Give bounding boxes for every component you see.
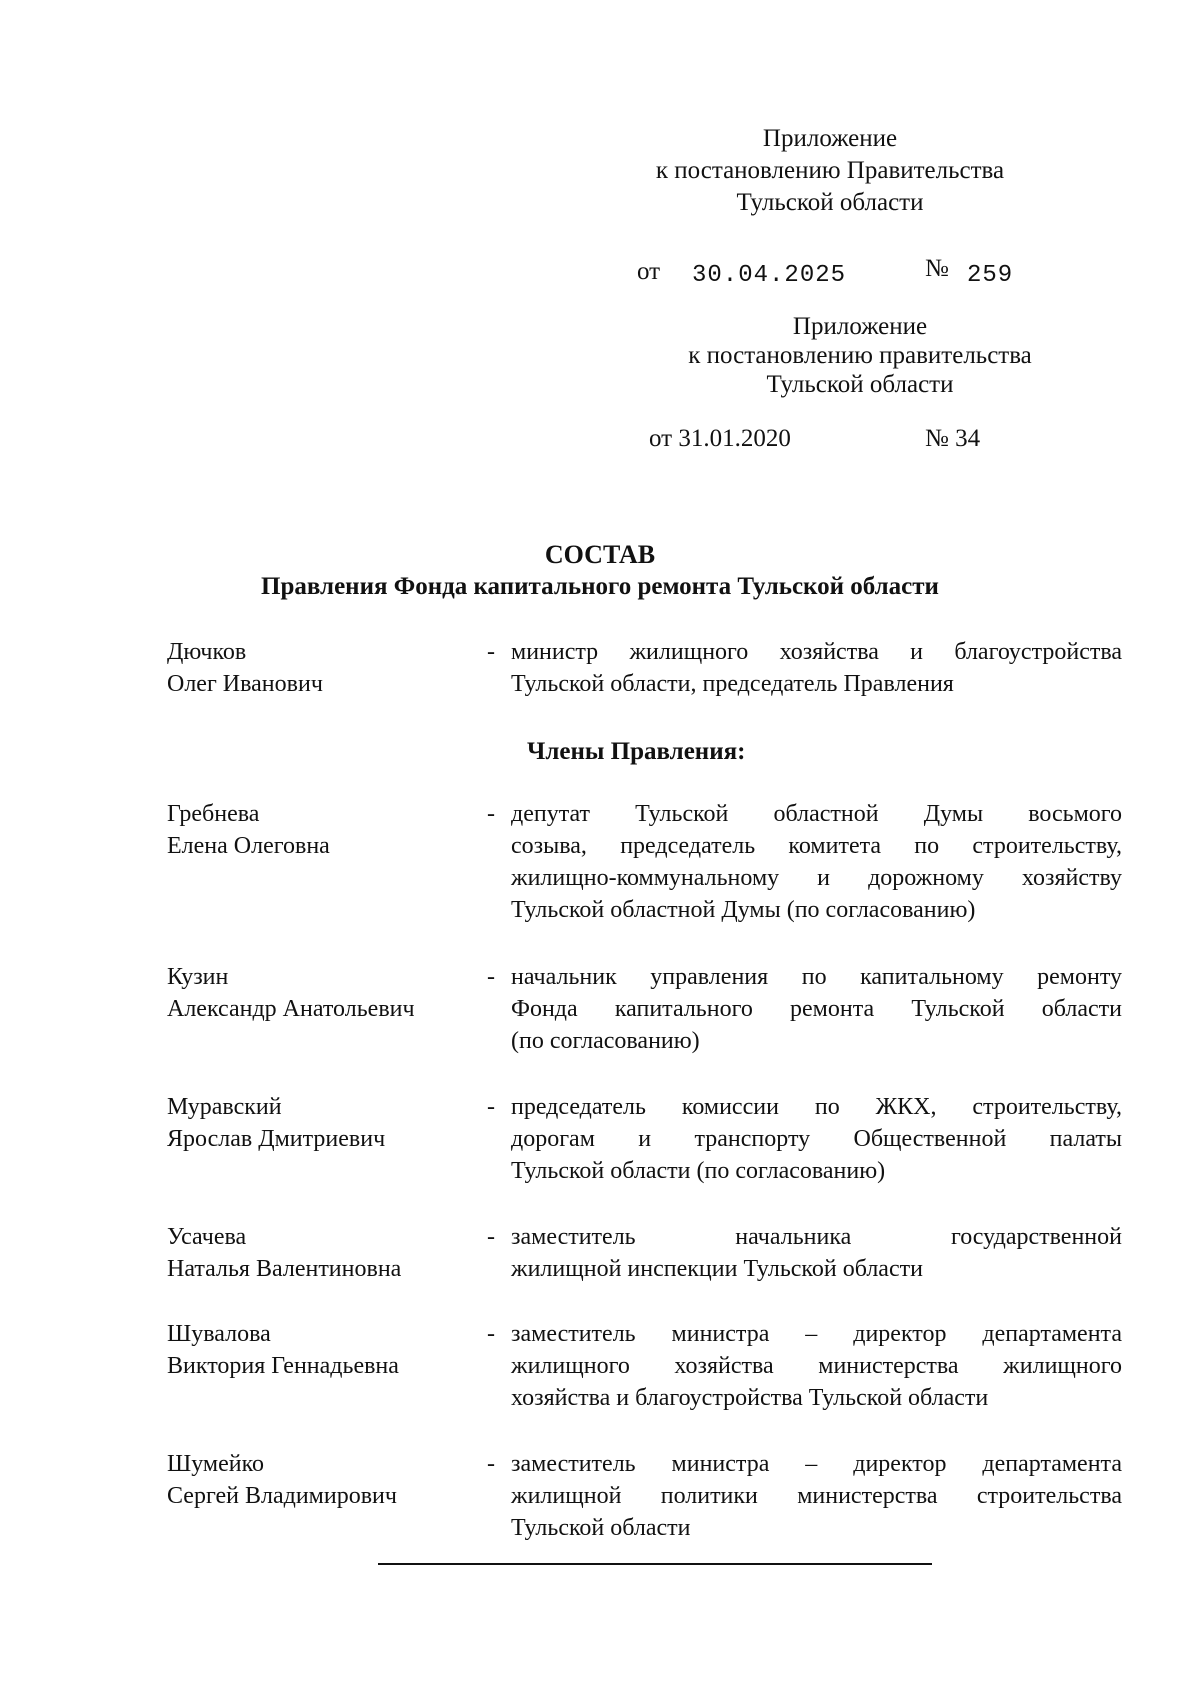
member-surname: Гребнева (167, 801, 260, 827)
member-position-line: Тульской области (511, 1515, 691, 1541)
appendix-reference: к постановлению Правительства (655, 157, 1005, 184)
number-old: 34 (955, 425, 981, 452)
member-position-line: созыва, председатель комитета по строительству, (511, 833, 1122, 859)
member-position (511, 798, 1122, 926)
document-subtitle: Правления Фонда капитального ремонта Тульской области (261, 573, 939, 600)
member-position (511, 961, 1122, 1057)
number-label-new: № (925, 255, 949, 282)
appendix-title: Приложение (762, 125, 898, 152)
member-position-line: председатель комиссии по ЖКХ, строительству, (511, 1094, 1122, 1120)
decree-number-old (925, 423, 980, 455)
member-name (167, 1448, 467, 1512)
appendix-title-old: Приложение (792, 313, 928, 340)
member-position-line: Тульской области (по согласованию) (511, 1158, 886, 1184)
member-position-line: жилищно-коммунальному и дорожному хозяйству (511, 865, 1122, 891)
document-title: СОСТАВ (544, 540, 656, 569)
date-old: 31.01.2020 (678, 425, 791, 452)
chairman-dash: - (487, 639, 495, 665)
member-position-line: жилищного хозяйства министерства жилищного (511, 1353, 1122, 1379)
member-name (167, 961, 467, 1025)
member-position (511, 1221, 1122, 1285)
decree-date-new: 30.04.2025 (692, 262, 847, 289)
closing-divider (378, 1563, 932, 1565)
member-position-line: Тульской областной Думы (по согласованию) (511, 897, 976, 923)
chairman-position-line: Тульской области, председатель Правления (511, 671, 954, 697)
member-dash: - (487, 1094, 495, 1120)
chairman-position-line: министр жилищного хозяйства и благоустройства (511, 639, 1122, 665)
member-position-line: (по согласованию) (511, 1028, 700, 1054)
member-name (167, 1091, 467, 1155)
member-position-line: дорогам и транспорту Общественной палаты (511, 1126, 1122, 1152)
member-position-line: депутат Тульской областной Думы восьмого (511, 801, 1122, 827)
member-given-name: Сергей Владимирович (167, 1483, 397, 1509)
member-position-line: заместитель министра – директор департамента (511, 1451, 1122, 1477)
member-dash: - (487, 801, 495, 827)
decree-number-new: 259 (967, 262, 1014, 289)
member-given-name: Виктория Геннадьевна (167, 1353, 399, 1379)
member-position-line: начальник управления по капитальному ремонту (511, 964, 1122, 990)
chairman-given-name: Олег Иванович (167, 671, 323, 697)
member-surname: Шумейко (167, 1451, 265, 1477)
member-given-name: Елена Олеговна (167, 833, 330, 859)
number-label-old: № (925, 425, 949, 452)
appendix-header-old (640, 312, 1080, 399)
member-dash: - (487, 964, 495, 990)
member-given-name: Наталья Валентиновна (167, 1256, 402, 1282)
member-dash: - (487, 1321, 495, 1347)
member-given-name: Александр Анатольевич (167, 996, 415, 1022)
chairman-surname: Дючков (167, 639, 247, 665)
member-dash: - (487, 1224, 495, 1250)
member-name (167, 1221, 467, 1285)
member-position (511, 1448, 1122, 1544)
member-surname: Муравский (167, 1094, 282, 1120)
chairman-position (511, 636, 1122, 700)
member-position-line: заместитель начальника государственной (511, 1224, 1122, 1250)
chairman-name (167, 636, 467, 700)
appendix-region: Тульской области (736, 189, 924, 216)
members-heading: Члены Правления: (527, 738, 746, 765)
appendix-header-new (600, 123, 1060, 219)
member-position (511, 1091, 1122, 1187)
member-surname: Усачева (167, 1224, 247, 1250)
member-position-line: жилищной инспекции Тульской области (511, 1256, 923, 1282)
from-label-old: от (649, 425, 673, 452)
member-position-line: жилищной политики министерства строительства (511, 1483, 1122, 1509)
member-position-line: хозяйства и благоустройства Тульской области (511, 1385, 989, 1411)
member-position (511, 1318, 1122, 1414)
member-surname: Кузин (167, 964, 229, 990)
member-surname: Шувалова (167, 1321, 271, 1347)
decree-date-old (649, 423, 791, 455)
from-label-new: от (637, 258, 661, 285)
member-name (167, 1318, 467, 1382)
member-name (167, 798, 467, 862)
member-position-line: заместитель министра – директор департамента (511, 1321, 1122, 1347)
appendix-reference-old: к постановлению правительства (688, 342, 1032, 369)
member-dash: - (487, 1451, 495, 1477)
member-position-line: Фонда капитального ремонта Тульской области (511, 996, 1122, 1022)
member-given-name: Ярослав Дмитриевич (167, 1126, 386, 1152)
appendix-region-old: Тульской области (766, 371, 954, 398)
